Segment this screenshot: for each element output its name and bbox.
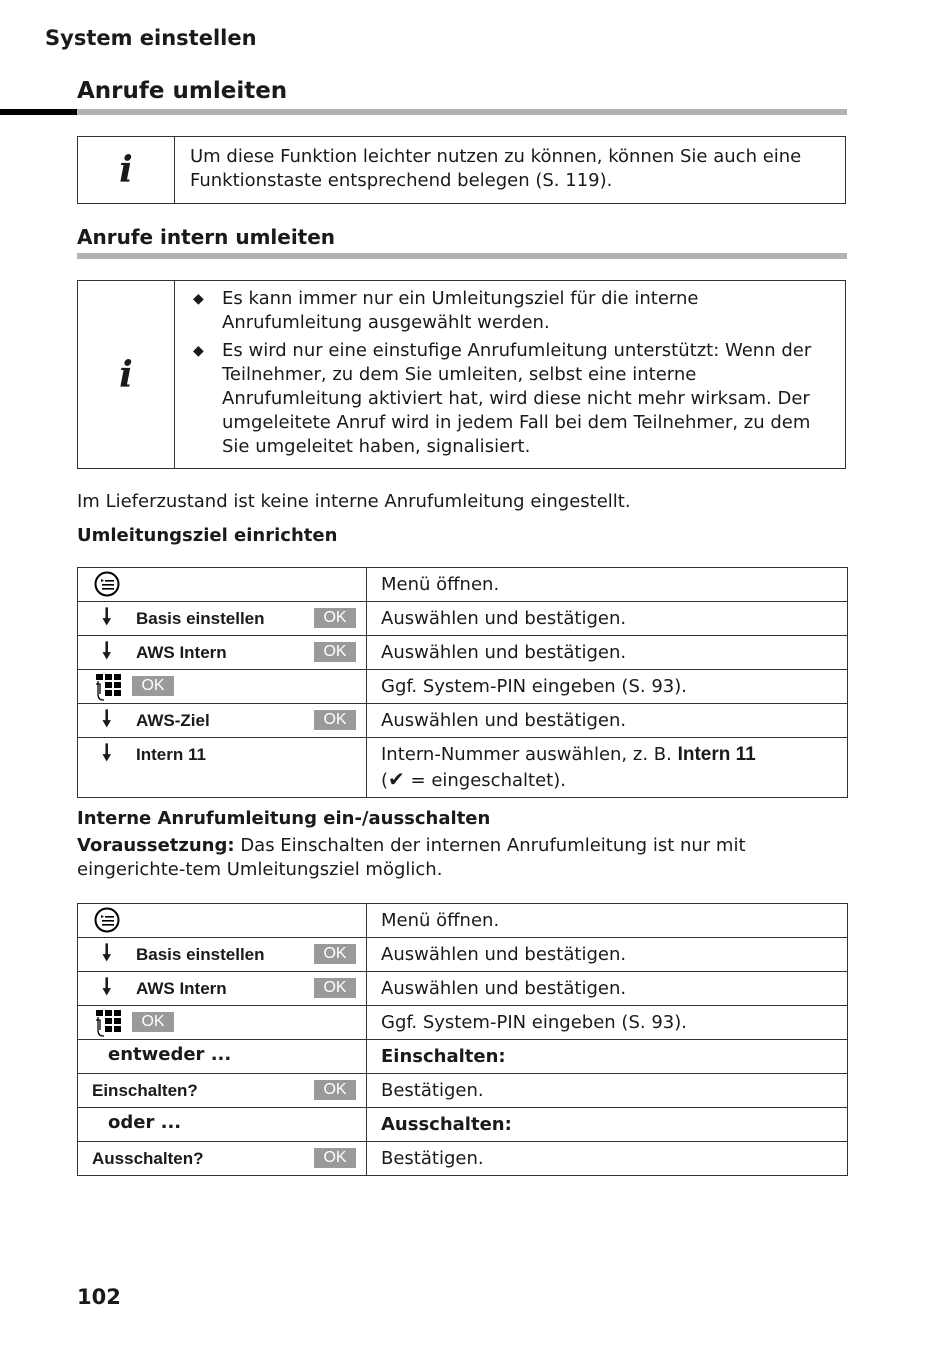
menu-item-einschalten[interactable]: Einschalten?	[92, 1081, 198, 1100]
choice-label-or: oder ...	[108, 1112, 182, 1133]
menu-item-aws-intern[interactable]: AWS Intern	[136, 643, 227, 662]
table-row	[78, 938, 848, 972]
step-desc: Auswählen und bestätigen.	[367, 972, 848, 1006]
ok-button[interactable]: OK	[132, 1012, 174, 1032]
step-desc: Auswählen und bestätigen.	[367, 636, 848, 670]
section-a-heading: Umleitungsziel einrichten	[77, 525, 338, 546]
step-desc: Bestätigen.	[367, 1074, 848, 1108]
menu-item-aws-ziel[interactable]: AWS-Ziel	[136, 711, 210, 730]
keypad-icon[interactable]	[94, 1008, 128, 1038]
page-title: Anrufe umleiten	[77, 78, 288, 104]
arrow-down-icon[interactable]: 🠗	[102, 941, 112, 966]
info-bullet-list	[190, 287, 831, 459]
step-desc: Bestätigen.	[367, 1142, 848, 1176]
diamond-bullet-icon: ◆	[193, 343, 204, 359]
table-row	[78, 602, 848, 636]
info-icon: i	[78, 137, 175, 203]
table-row	[78, 1108, 848, 1142]
ok-button[interactable]: OK	[314, 608, 356, 628]
step-desc: Auswählen und bestätigen.	[367, 704, 848, 738]
table-row	[78, 738, 848, 798]
arrow-down-icon[interactable]: 🠗	[102, 707, 112, 732]
step-desc: Ggf. System-PIN eingeben (S. 93).	[367, 670, 848, 704]
menu-item-ausschalten[interactable]: Ausschalten?	[92, 1149, 204, 1168]
ok-button[interactable]: OK	[314, 710, 356, 730]
table-row	[78, 1006, 848, 1040]
list-item: ◆ Es kann immer nur ein Umleitungsziel für die interne Anrufumleitung ausgewählt werden.	[193, 288, 699, 333]
info-box-1-text: Um diese Funktion leichter nutzen zu können, können Sie auch eine Funktionstaste entsprechend belegen (S. 119).	[190, 146, 802, 191]
checkmark-icon: ✔	[388, 767, 405, 791]
ok-button[interactable]: OK	[314, 1148, 356, 1168]
ok-button[interactable]: OK	[314, 642, 356, 662]
table-row	[78, 670, 848, 704]
info-box-2	[77, 280, 846, 469]
menu-item-aws-intern[interactable]: AWS Intern	[136, 979, 227, 998]
intro-text: Im Lieferzustand ist keine interne Anrufumleitung eingestellt.	[77, 491, 631, 512]
title-rule	[77, 109, 847, 115]
info-box-1	[77, 136, 846, 204]
keypad-icon[interactable]	[94, 672, 128, 702]
diamond-bullet-icon: ◆	[193, 291, 204, 307]
prerequisite-text: Voraussetzung: Das Einschalten der internen Anrufumleitung ist nur mit eingerichte-tem Umleitungsziel möglich.	[77, 835, 746, 880]
menu-item-basis-einstellen[interactable]: Basis einstellen	[136, 945, 265, 964]
info-icon: i	[78, 281, 175, 468]
choice-label-either: entweder ...	[108, 1044, 232, 1065]
table-row	[78, 1142, 848, 1176]
ok-button[interactable]: OK	[314, 1080, 356, 1100]
menu-item-basis-einstellen[interactable]: Basis einstellen	[136, 609, 265, 628]
menu-key-icon[interactable]	[94, 571, 120, 597]
step-desc: Einschalten:	[367, 1040, 848, 1074]
table-row	[78, 972, 848, 1006]
ok-button[interactable]: OK	[314, 944, 356, 964]
arrow-down-icon[interactable]: 🠗	[102, 975, 112, 1000]
arrow-down-icon[interactable]: 🠗	[102, 639, 112, 664]
step-desc: Auswählen und bestätigen.	[367, 938, 848, 972]
section-b-heading: Interne Anrufumleitung ein-/ausschalten	[77, 808, 491, 829]
table-row	[78, 1040, 848, 1074]
section-header: System einstellen	[45, 26, 257, 50]
table-row	[78, 636, 848, 670]
menu-item-intern-11[interactable]: Intern 11	[136, 745, 206, 764]
subsection-rule	[77, 253, 847, 259]
table-row	[78, 904, 848, 938]
step-desc: Menü öffnen.	[367, 568, 848, 602]
ok-button[interactable]: OK	[132, 676, 174, 696]
table-row	[78, 704, 848, 738]
ok-button[interactable]: OK	[314, 978, 356, 998]
subsection-title: Anrufe intern umleiten	[77, 225, 336, 249]
steps-table-a	[77, 567, 848, 798]
list-item: ◆ Es wird nur eine einstufige Anrufumleitung unterstützt: Wenn der Teilnehmer, zu dem Sie umleiten, selbst eine interne Anrufumleitung aktiviert hat, wird diese nicht mehr wirksam. Der umgeleitete Anruf wird in jedem Fall bei dem Teilnehmer, zu dem Sie umgeleitet haben, signalisiert.	[193, 340, 812, 457]
steps-table-b	[77, 903, 848, 1176]
step-desc: Intern-Nummer auswählen, z. B. Intern 11 (✔ = eingeschaltet).	[367, 738, 848, 798]
step-desc: Menü öffnen.	[367, 904, 848, 938]
arrow-down-icon[interactable]: 🠗	[102, 605, 112, 630]
step-desc: Ggf. System-PIN eingeben (S. 93).	[367, 1006, 848, 1040]
table-row	[78, 568, 848, 602]
arrow-down-icon[interactable]: 🠗	[102, 741, 112, 766]
step-desc: Auswählen und bestätigen.	[367, 602, 848, 636]
table-row	[78, 1074, 848, 1108]
title-rule-accent	[0, 109, 77, 115]
step-desc: Ausschalten:	[367, 1108, 848, 1142]
menu-key-icon[interactable]	[94, 907, 120, 933]
page-number: 102	[77, 1285, 121, 1309]
